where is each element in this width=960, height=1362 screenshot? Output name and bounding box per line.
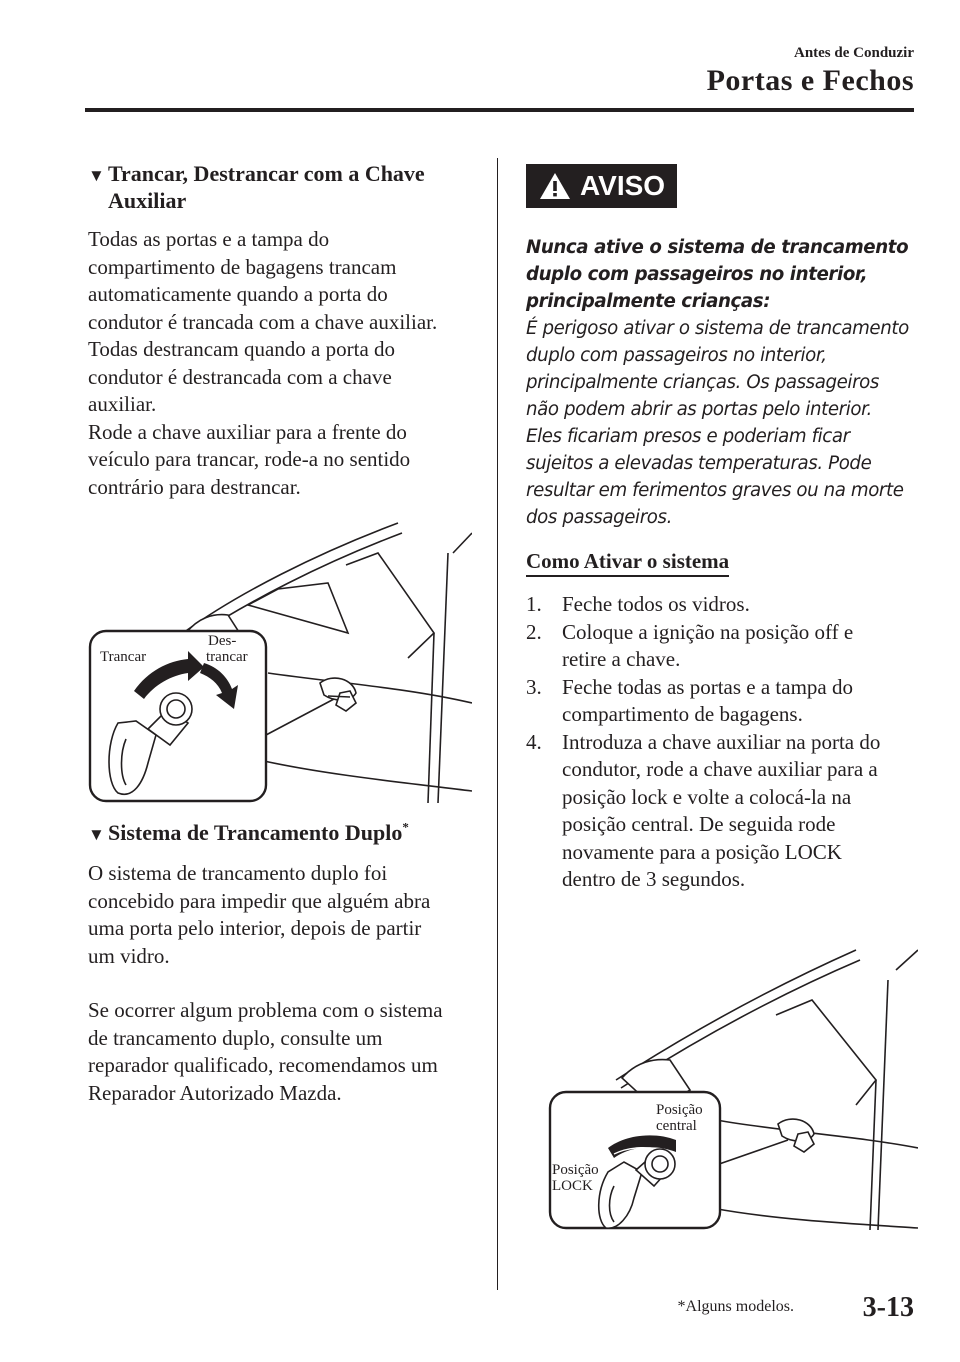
label-center-2: central [656,1117,697,1134]
warning-label: AVISO [580,170,666,201]
triangle-bullet-icon: ▼ [88,166,105,185]
car-door-lock-illustration [88,513,472,803]
activate-heading: Como Ativar o sistema [526,549,729,577]
label-lock: Trancar [100,649,147,665]
right-column [526,160,918,1246]
section-heading-double-lock [88,819,468,848]
label-unlock-2: trancar [206,649,248,665]
label-lock-1: Posição [552,1161,599,1178]
footnote-marker: * [402,819,409,835]
warning-text: Nunca ative o sistema de trancamento duplo com passageiros no interior, principalmente crianças: É perigoso ativar o sistema de trancamento duplo com passageiros no interior, principalmente crianças. Os passageiros não podem abrir as portas pelo interior. Eles ficariam presos e poderiam ficar sujeitos a elevadas temperaturas. Pode resultar em ferimentos graves ou na morte dos passageiros. [526,237,909,528]
header-rule [85,108,914,112]
double-lock-paragraph-1: O sistema de trancamento duplo foi concebido para impedir que alguém abra uma porta pelo interior, depois de partir um vidro. [88,861,431,968]
page-number: 3-13 [862,1292,914,1323]
key-lock-paragraph: Todas as portas e a tampa do compartimento de bagagens trancam automaticamente quando a porta do condutor é trancada com a chave auxiliar. Todas destrancam quando a porta do condutor é destrancada com a chave auxiliar. Rode a chave auxiliar para a frente do veículo para trancar, rode-a no sentido contrário para destrancar. [88,227,438,499]
header-section: Antes de Conduzir [793,45,914,61]
key-lock-illustration [88,513,468,803]
label-center-1: Posição [656,1101,703,1118]
left-column [88,160,468,1107]
column-divider [497,158,498,1290]
label-unlock-1: Des- [208,633,237,649]
warning-badge [526,164,677,208]
triangle-bullet-icon: ▼ [88,825,105,844]
section-title: Sistema de Trancamento Duplo [108,820,403,845]
section-title-line: Auxiliar [108,188,187,213]
list-item: 1. Feche todos os vidros. [526,592,750,616]
footnote: *Alguns modelos. [677,1298,794,1315]
label-lock-2: LOCK [552,1177,593,1194]
double-lock-paragraph-2: Se ocorrer algum problema com o sistema de trancamento duplo, consulte um reparador qualificado, recomendamos um Reparador Autorizado Mazda. [88,998,443,1105]
section-heading-key-lock [88,160,468,214]
warning-triangle-icon [538,171,572,201]
section-title-line: Trancar, Destrancar com a Chave [108,161,425,186]
list-item: 3. Feche todas as portas e a tampa do compartimento de bagagens. [526,674,853,726]
double-lock-illustration [526,940,918,1230]
car-door-double-lock-illustration [526,940,918,1230]
page-title: Portas e Fechos [706,64,914,97]
activate-steps [526,591,918,894]
list-item: 2. Coloque a ignição na posição off e retire a chave. [526,619,854,671]
list-item: 4. Introduza a chave auxiliar na porta do condutor, rode a chave auxiliar para a posição lock e volte a colocá-la na posição central. De seguida rode novamente para a posição LOCK dentro de 3 segundos. [526,729,881,891]
